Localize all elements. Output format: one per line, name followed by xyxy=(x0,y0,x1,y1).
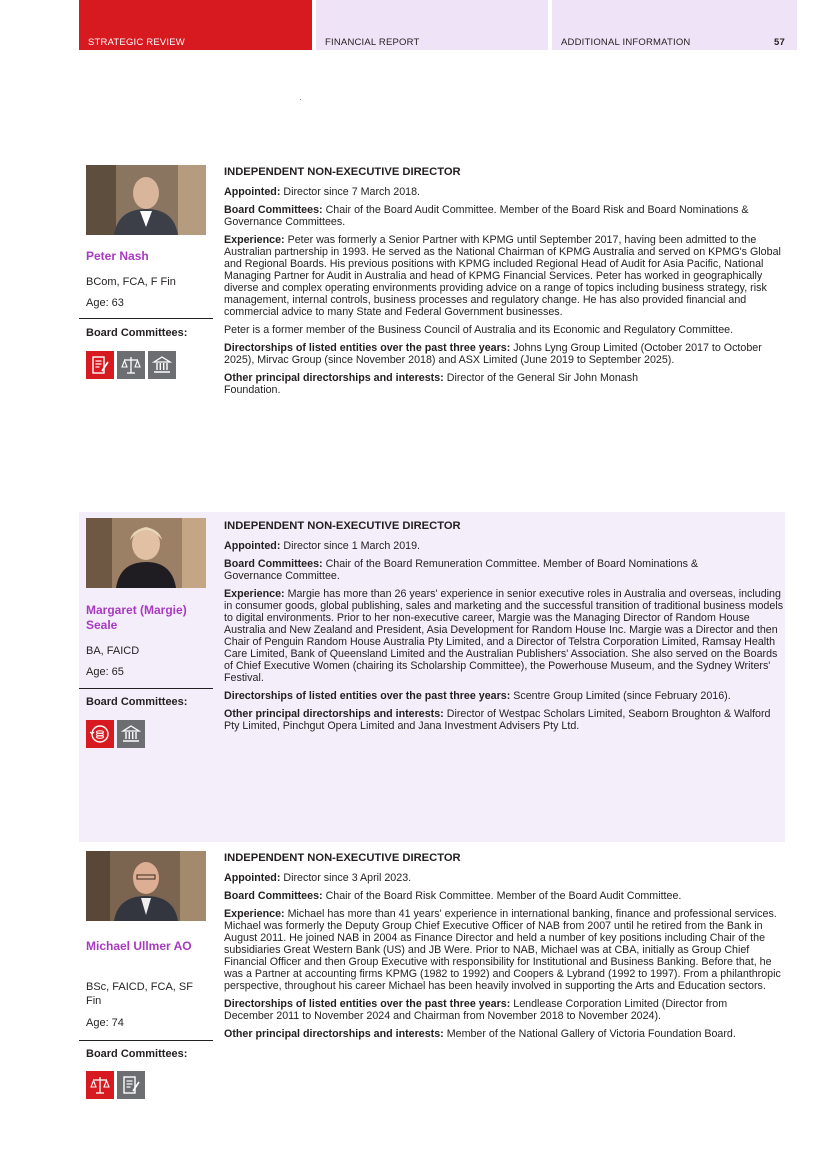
tab-label: ADDITIONAL INFORMATION xyxy=(561,37,691,48)
director-age: Age: 65 xyxy=(86,666,124,678)
portrait-image xyxy=(86,165,206,235)
director-role: INDEPENDENT NON-EXECUTIVE DIRECTOR xyxy=(224,520,461,532)
divider xyxy=(79,1040,213,1041)
divider xyxy=(79,688,213,689)
directorships-para: Directorships of listed entities over the past three years: Scentre Group Limited (since February 2016). xyxy=(224,690,731,702)
nominations-governance-icon xyxy=(148,351,176,379)
experience-para: Experience: Margie has more than 26 years' experience in senior executive roles in Australia and overseas, including in consumer goods, global publishing, sales and marketing and the successful transition of traditional business models to digital environments. Prior to her non-executive career, Margie was the Managing Director of Random House Australia and New Zealand and President, Asia Development for Random House Inc. Margie was a Director and then Chair of Penguin Random House Australia Pty Limited, and a Director of Telstra Corporation Limited, Ramsay Health Care Limited, Bank of Queensland Limited and the Australian Publishers' Association. She also served on the Boards of Chief Executive Women (chairing its Scholarship Committee), the Powerhouse Museum, and the Sydney Writers' Festival. xyxy=(224,588,784,684)
director-role: INDEPENDENT NON-EXECUTIVE DIRECTOR xyxy=(224,852,461,864)
committees-para: Board Committees: Chair of the Board Remuneration Committee. Member of Board Nominations & Governance Committee. xyxy=(224,558,699,582)
director-qualifications: BSc, FAICD, FCA, SF Fin xyxy=(86,981,193,1007)
director-details xyxy=(224,520,784,738)
director-photo xyxy=(86,851,206,921)
committees-heading: Board Committees: xyxy=(86,327,188,339)
tab-label: STRATEGIC REVIEW xyxy=(88,37,185,48)
remuneration-icon xyxy=(86,720,114,748)
director-qualifications: BA, FAICD xyxy=(86,645,140,657)
directorships-para: Directorships of listed entities over the past three years: Johns Lyng Group Limited (October 2017 to October 2025), Mirvac Group (since November 2018) and ASX Limited (June 2019 to September 2025). xyxy=(224,342,762,366)
committee-icons xyxy=(86,720,145,748)
audit-icon xyxy=(117,1071,145,1099)
director-name: Margaret (Margie) Seale xyxy=(86,603,187,632)
director-details xyxy=(224,166,784,402)
other-interests-para: Other principal directorships and interests: Director of the General Sir John Monash Foundation. xyxy=(224,372,639,396)
director-michael-ullmer xyxy=(79,843,785,1163)
director-photo xyxy=(86,518,206,588)
tab-label: FINANCIAL REPORT xyxy=(325,37,420,48)
committees-heading: Board Committees: xyxy=(86,1048,188,1060)
director-details xyxy=(224,852,784,1046)
director-margaret-seale xyxy=(79,512,785,842)
committee-icons xyxy=(86,1071,145,1099)
page-number: 57 xyxy=(774,37,785,48)
director-name: Michael Ullmer AO xyxy=(86,939,192,953)
other-interests-para: Other principal directorships and interests: Member of the National Gallery of Victoria Foundation Board. xyxy=(224,1028,736,1040)
divider xyxy=(79,318,213,319)
experience-extra-para: Peter is a former member of the Business Council of Australia and its Economic and Regulatory Committee. xyxy=(224,324,734,336)
committee-icons xyxy=(86,351,176,379)
appointed-para: Appointed: Director since 7 March 2018. xyxy=(224,186,421,198)
nominations-governance-icon xyxy=(117,720,145,748)
director-qualifications: BCom, FCA, F Fin xyxy=(86,276,176,288)
experience-para: Experience: Peter was formerly a Senior Partner with KPMG until September 2017, having been admitted to the Australian partnership in 1993. He served as the National Chairman of KPMG Australia and served on KPMG's Global and Regional Boards. His previous positions with KPMG included Regional Head of Audit for Asia Pacific, National Managing Partner for Audit in Australia and head of KPMG Financial Services. Peter has worked in geographically diverse and complex operating environments providing advice on a range of topics including business strategy, risk management, internal controls, business processes and regulatory change. He has also provided financial and commercial advice to many State and Federal Government businesses. xyxy=(224,234,781,318)
risk-scales-icon xyxy=(117,351,145,379)
stray-dot xyxy=(300,99,301,100)
audit-icon xyxy=(86,351,114,379)
tab-financial-report[interactable] xyxy=(316,0,548,50)
experience-para: Experience: Michael has more than 41 years' experience in international banking, finance and professional services. Michael was formerly the Deputy Group Chief Executive Officer of NAB from 2007 until he retired from the Bank in August 2011. He joined NAB in 2004 as Finance Director and held a number of key positions including Chair of the subsidiaries Great Western Bank (US) and JB Were. Prior to NAB, Michael was at CBA, initially as Group Chief Financial Officer and then Group Executive with responsibility for Institutional and Business Banking. Before that, he was a Partner at accounting firms KPMG (1982 to 1992) and Coopers & Lybrand (1992 to 1997). From a philanthropic perspective, throughout his career Michael has been heavily involved in supporting the Arts and Education sectors. xyxy=(224,908,781,992)
tab-additional-information[interactable] xyxy=(552,0,797,50)
tab-strategic-review[interactable] xyxy=(79,0,312,50)
committees-para: Board Committees: Chair of the Board Audit Committee. Member of the Board Risk and Board Nominations & Governance Committees. xyxy=(224,204,749,228)
risk-scales-icon xyxy=(86,1071,114,1099)
director-photo xyxy=(86,165,206,235)
director-age: Age: 74 xyxy=(86,1017,124,1029)
committees-heading: Board Committees: xyxy=(86,696,188,708)
appointed-para: Appointed: Director since 3 April 2023. xyxy=(224,872,412,884)
directorships-para: Directorships of listed entities over the past three years: Lendlease Corporation Limited (Director from December 2011 to November 2024 and Chairman from November 2018 to November 2024). xyxy=(224,998,728,1022)
other-interests-para: Other principal directorships and interests: Director of Westpac Scholars Limited, Seaborn Broughton & Walford Pty Limited, Pinchgut Opera Limited and Jana Investment Advisers Pty Ltd. xyxy=(224,708,771,732)
director-role: INDEPENDENT NON-EXECUTIVE DIRECTOR xyxy=(224,166,461,178)
committees-para: Board Committees: Chair of the Board Risk Committee. Member of the Board Audit Committee. xyxy=(224,890,682,902)
director-name: Peter Nash xyxy=(86,249,149,263)
portrait-image xyxy=(86,851,206,921)
director-age: Age: 63 xyxy=(86,297,124,309)
director-peter-nash xyxy=(79,160,785,506)
appointed-para: Appointed: Director since 1 March 2019. xyxy=(224,540,421,552)
portrait-image xyxy=(86,518,206,588)
